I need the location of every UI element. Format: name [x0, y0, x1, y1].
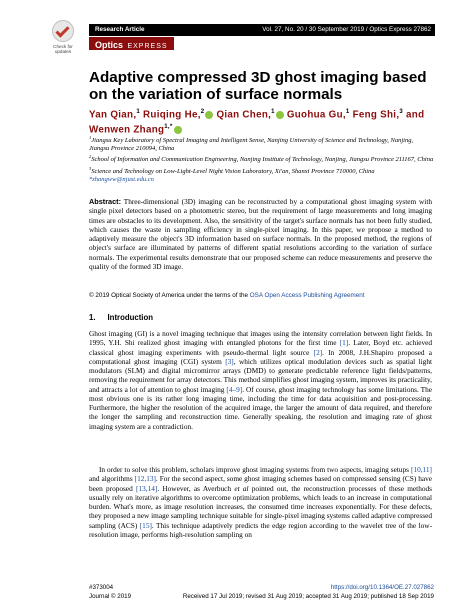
check-for-updates-badge[interactable]	[46, 20, 80, 64]
author-affiliation-mark: 1	[345, 109, 350, 115]
article-title: Adaptive compressed 3D ghost imaging based on the variation of surface normals	[89, 69, 427, 103]
author-affiliation-mark: 3	[399, 109, 403, 115]
author-name[interactable]: Ruiqing He,	[143, 109, 201, 121]
journal-copyright: Journal © 2019	[89, 593, 132, 600]
doi-link[interactable]: https://doi.org/10.1364/OE.27.027862	[330, 584, 434, 591]
citation-link[interactable]: [13,14]	[136, 483, 158, 493]
author-name[interactable]: and Wenwen Zhang	[89, 109, 425, 136]
check-updates-icon	[52, 20, 74, 42]
author-name[interactable]: Feng Shi,	[352, 109, 400, 121]
journal-logo-optics: Optics	[95, 40, 124, 50]
journal-header-bar	[89, 24, 435, 36]
open-access-link[interactable]: OSA Open Access Publishing Agreement	[249, 292, 365, 299]
citation-link[interactable]: [1]	[339, 338, 349, 348]
author-affiliation-mark: 1,*	[164, 124, 173, 131]
section-heading	[89, 313, 153, 322]
citation-link[interactable]: [4–9]	[226, 384, 243, 394]
citation-link[interactable]: [12,13]	[134, 474, 156, 484]
badge-line-2: updates	[54, 49, 72, 54]
manuscript-id: #373004	[89, 584, 114, 591]
affiliation-item: $^3$Science and Technology on Low-Light-Level Night Vision Laboratory, Xi'an, Shanxi Province 710000, China	[89, 165, 375, 175]
publication-dates: Received 17 Jul 2019; revised 31 Aug 2019; accepted 31 Aug 2019; published 18 Sep 2019	[182, 593, 434, 600]
citation-link[interactable]: [15]	[139, 520, 152, 530]
author-name[interactable]: Qian Chen,	[216, 109, 272, 121]
copyright-notice	[89, 292, 432, 299]
journal-logo-express: EXPRESS	[127, 43, 168, 50]
copyright-text: © 2019 Optical Society of America under the terms of the	[89, 292, 248, 299]
orcid-icon[interactable]	[205, 111, 213, 119]
abstract	[89, 197, 432, 271]
citation-link[interactable]: [10,11]	[410, 465, 432, 474]
affiliation-item: $^1$Jiangsu Key Laboratory of Spectral Imaging and Intelligent Sense, Nanjing University of Science and Technology, Nanjing, Jiangsu Province 210094, China	[89, 135, 414, 153]
author-name[interactable]: Yan Qian,	[89, 109, 137, 121]
intro-paragraph-1: Ghost imaging (GI) is a novel imaging technique that images using the intensity correlation between light fields. In 1995, Y.H. Shi realized ghost imaging with entangled photons for the first time [1]. Later, Boyd etc. achieved classical ghost imaging experiments with pseudo-thermal light source [2]. In 2008, J.H.Shapiro proposed a computational ghost imaging (CGI) system [3], which utilizes optical modulation devices such as spatial light modulators (SLM) and digital micromirror arrays (DMD) to generate predictable reference light fields/patterns, removing the requirement for array detectors. This method simplifies ghost imaging system, improves its practicality, and attracts a lot of attention to ghost imaging [4–9]. Of course, ghost imaging technology has some limitations. The most obvious one is its rather long imaging time, including the time for data acquisition and post-processing. Furthermore, the higher the resolution of the acquired image, the larger the amount of data required, and therefore the longer the sampling and reconstruction time. Generally speaking, the resolution and imaging rate of ghost imaging system are a contradiction.	[89, 329, 433, 431]
footer-left	[89, 583, 131, 601]
section-number: 1.	[89, 313, 96, 322]
corresponding-email[interactable]: *zhangww@njust.edu.cn	[89, 175, 154, 183]
badge-line-1: Check for	[53, 44, 73, 49]
author-affiliation-mark: 1	[271, 109, 275, 115]
footer-right	[183, 583, 434, 601]
article-type-label: Research Article	[95, 26, 145, 33]
orcid-icon[interactable]	[276, 111, 284, 119]
affiliation-item: $^2$School of Information and Communication Engineering, Nanjing Institute of Technology, Nanjing, Jiangsu Province 211167, China	[89, 154, 434, 164]
intro-paragraph-2: In order to solve this problem, scholars improve ghost imaging systems from two aspects, imaging setups [10,11] and algorithms [12,13]. For the second aspect, some ghost imaging schemes based on compressed sensing (CS) have been proposed [13,14]. However, as Averbuch et al pointed out, the reconstruction processes of these methods usually rely on iterative algorithms to overcome optimization problems, which leads to an increase in computational burden. What's more, as image resolution increases, the consumed time increases exponentially. For these defects, they proposed a new image sampling technique suitable for single-pixel imaging systems called adaptive compressed sampling (ACS) [15]. This technique adaptively predicts the edge region according to the wavelet tree of the low-resolution image, performs high-resolution sampling on	[89, 465, 432, 539]
abstract-text: Three-dimensional (3D) imaging can be reconstructed by a computational ghost imaging system with single pixel detectors based on a photometric stereo, but the requirement of large measurements and long imaging times are obstacles to its development. Also, the sensitivity of the target's surface normals has not been fully studied, which causes the waste in sampling efficiency in single-pixel imaging. In this paper, we propose a method to adaptively measure the object's 3D information based on surface normals. In the proposed method, the regions of object's surface are illuminated by patterns of different spatial resolutions according to the variation of surface normals. The experimental results demonstrate that our proposed scheme can reduce measurements and preserve the quality of the formed 3D image.	[89, 197, 432, 271]
author-affiliation-mark: 1	[136, 109, 140, 115]
citation-info: Vol. 27, No. 20 / 30 September 2019 / Optics Express 27862	[262, 26, 431, 33]
author-list	[89, 106, 434, 137]
author-name[interactable]: Guohua Gu,	[286, 109, 346, 121]
section-title: Introduction	[107, 313, 153, 322]
abstract-label: Abstract:	[89, 197, 122, 206]
citation-link[interactable]: [3]	[225, 356, 234, 366]
journal-logo	[89, 37, 174, 50]
orcid-icon[interactable]	[174, 126, 182, 134]
author-affiliation-mark: 2	[200, 109, 205, 115]
citation-link[interactable]: [2]	[313, 347, 323, 357]
affiliations	[89, 134, 434, 184]
